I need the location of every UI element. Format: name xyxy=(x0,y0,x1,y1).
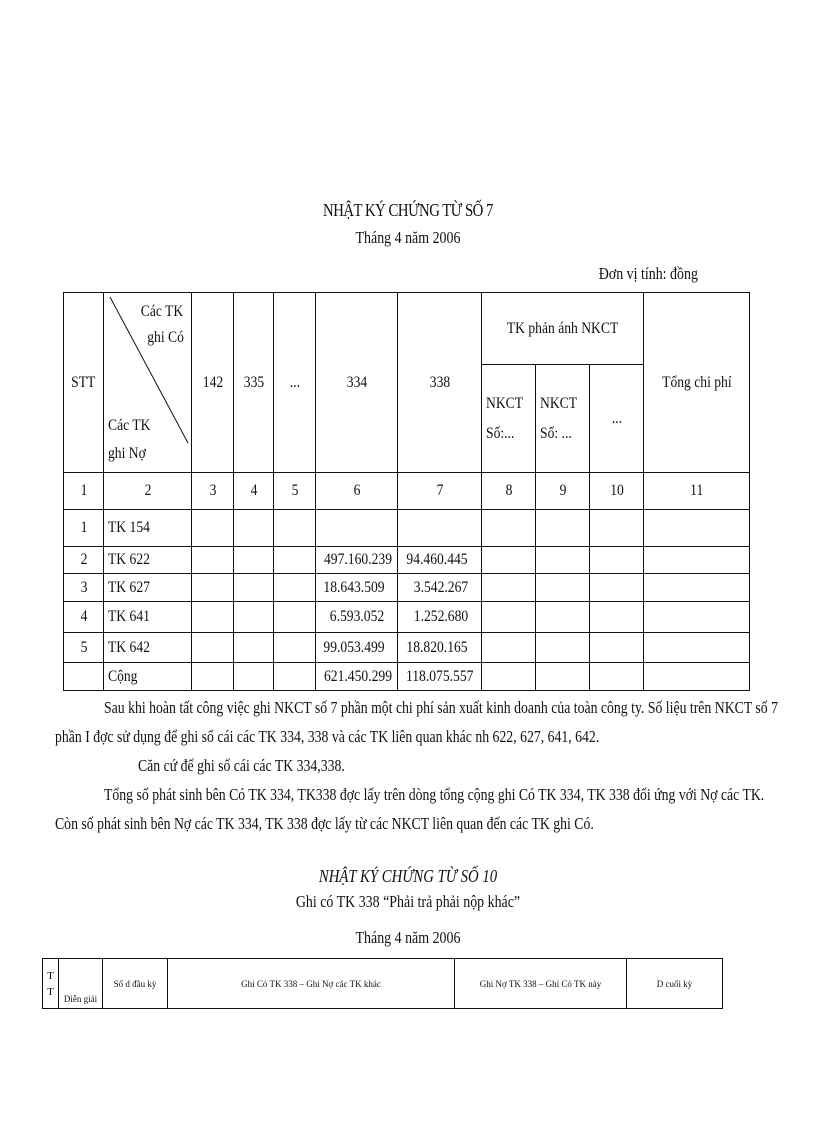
paragraph-3-line-2: Còn số phát sinh bên Nợ các TK 334, TK 338 đợc lấy từ các NKCT liên quan đến các TK ghi Có. xyxy=(55,814,594,833)
header-tk-ghi-no: Các TK ghi Nợ xyxy=(108,417,151,462)
header-stt: STT xyxy=(64,293,104,473)
row-334 xyxy=(316,510,398,547)
column-numbering-row xyxy=(64,473,750,510)
col-number: 4 xyxy=(234,473,274,510)
row-stt xyxy=(64,663,104,691)
nkct7-title: NHẬT KÝ CHỨNG TỪ SỐ 7 xyxy=(323,200,493,220)
row-account: TK 641 xyxy=(104,602,192,633)
row-334: 621.450.299 xyxy=(316,663,398,691)
table-row xyxy=(64,547,750,574)
row-334: 18.643.509 xyxy=(316,574,398,602)
row-334: 99.053.499 xyxy=(316,633,398,663)
currency-unit: Đơn vị tính: đồng xyxy=(598,264,698,283)
header-ghi-co-tk-338: Ghi Có TK 338 – Ghi Nợ các TK khác xyxy=(168,959,455,1009)
col-number: 7 xyxy=(398,473,482,510)
row-338: 18.820.165 xyxy=(398,633,482,663)
header-334: 334 xyxy=(316,293,398,473)
table-total-row xyxy=(64,663,750,691)
row-stt: 3 xyxy=(64,574,104,602)
row-338: 1.252.680 xyxy=(398,602,482,633)
header-nkct-dots: ... xyxy=(590,365,644,473)
table-row xyxy=(64,633,750,663)
row-account: Cộng xyxy=(104,663,192,691)
header-tt: T T xyxy=(43,959,59,1009)
row-338: 3.542.267 xyxy=(398,574,482,602)
table-row xyxy=(64,574,750,602)
row-account: TK 642 xyxy=(104,633,192,663)
row-334: 497.160.239 xyxy=(316,547,398,574)
nkct10-title: NHẬT KÝ CHỨNG TỪ SỐ 10 xyxy=(318,866,498,886)
row-account: TK 622 xyxy=(104,547,192,574)
row-stt: 2 xyxy=(64,547,104,574)
col-number: 8 xyxy=(482,473,536,510)
col-number: 9 xyxy=(536,473,590,510)
row-stt: 4 xyxy=(64,602,104,633)
col-number: 11 xyxy=(644,473,750,510)
table-row xyxy=(64,510,750,547)
header-so-du-cuoi-ky: D cuối kỳ xyxy=(627,959,723,1009)
header-dots: ... xyxy=(274,293,316,473)
row-stt: 1 xyxy=(64,510,104,547)
col-number: 2 xyxy=(104,473,192,510)
col-number: 3 xyxy=(192,473,234,510)
header-tk-ghi-co: Các TK ghi Có xyxy=(140,303,184,346)
nkct7-table xyxy=(63,292,750,691)
paragraph-3-line-1: Tổng số phát sinh bên Có TK 334, TK338 đợc lấy trên dòng tổng cộng ghi Có TK 334, TK 338 đối ứng với Nợ các TK. xyxy=(104,785,765,804)
nkct10-month: Tháng 4 năm 2006 xyxy=(355,928,461,947)
header-tong-chi-phi: Tổng chi phí xyxy=(644,293,750,473)
row-334: 6.593.052 xyxy=(316,602,398,633)
paragraph-1-line-1: Sau khi hoàn tất công việc ghi NKCT số 7 phần một chi phí sản xuất kinh doanh của toàn công ty. Số liệu trên NKCT số 7 xyxy=(104,698,779,717)
nkct7-subtitle: Tháng 4 năm 2006 xyxy=(355,228,461,247)
row-338 xyxy=(398,510,482,547)
table-row xyxy=(64,602,750,633)
header-ghi-no-tk-338: Ghi Nợ TK 338 – Ghi Có TK này xyxy=(455,959,627,1009)
nkct10-subtitle: Ghi có TK 338 “Phải trả phải nộp khác” xyxy=(295,892,521,911)
header-335: 335 xyxy=(234,293,274,473)
paragraph-1-line-2: phần I đợc sử dụng để ghi sổ cái các TK 334, 338 và các TK liên quan khác nh 622, 627, 641, 642. xyxy=(55,727,600,746)
header-nkct-1: NKCT Số:... xyxy=(482,365,536,473)
header-tk-phan-anh-nkct: TK phản ánh NKCT xyxy=(482,293,644,365)
col-number: 6 xyxy=(316,473,398,510)
row-338: 94.460.445 xyxy=(398,547,482,574)
nkct10-table xyxy=(42,958,723,1009)
header-338: 338 xyxy=(398,293,482,473)
header-142: 142 xyxy=(192,293,234,473)
header-diagonal-cell xyxy=(104,293,192,473)
row-account: TK 154 xyxy=(104,510,192,547)
row-account: TK 627 xyxy=(104,574,192,602)
row-stt: 5 xyxy=(64,633,104,663)
header-dien-giai: Diễn giải xyxy=(59,959,103,1009)
col-number: 1 xyxy=(64,473,104,510)
col-number: 5 xyxy=(274,473,316,510)
col-number: 10 xyxy=(590,473,644,510)
row-338: 118.075.557 xyxy=(398,663,482,691)
header-so-du-dau-ky: Số d đầu kỳ xyxy=(103,959,168,1009)
header-nkct-2: NKCT Số: ... xyxy=(536,365,590,473)
paragraph-2: Căn cứ để ghi sổ cái các TK 334,338. xyxy=(138,756,345,775)
